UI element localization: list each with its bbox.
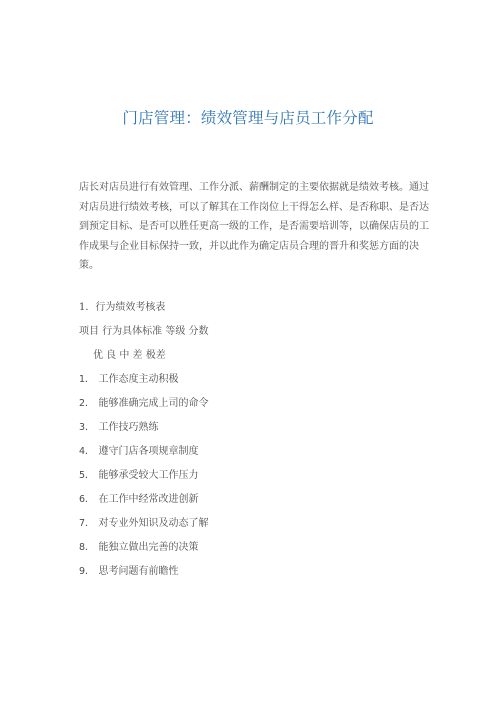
list-item-text: 能独立做出完善的决策 (98, 542, 199, 553)
list-item (79, 562, 179, 577)
section-heading: 1．行为绩效考核表 (79, 302, 166, 313)
intro-line: 对店员进行绩效考核，可以了解其在工作岗位上干得怎么样、是否称职、是否达 (79, 201, 429, 213)
list-item-text: 工作技巧熟练 (98, 422, 159, 433)
list-item-number: 6． (79, 494, 95, 505)
document-title: 门店管理：绩效管理与店员工作分配 (122, 109, 374, 127)
grade-header-row: 优 良 中 差 极差 (93, 350, 166, 361)
list-item-text: 对专业外知识及动态了解 (98, 518, 209, 529)
list-item (79, 442, 199, 457)
list-item-number: 9． (79, 566, 95, 577)
list-item-text: 思考问题有前瞻性 (98, 566, 179, 577)
list-item (79, 490, 199, 505)
list-item (79, 394, 209, 409)
list-item-number: 4． (79, 446, 95, 457)
list-item (79, 538, 199, 553)
list-item (79, 370, 179, 385)
intro-line: 店长对店员进行有效管理、工作分派、薪酬制定的主要依据就是绩效考核。通过 (79, 182, 429, 193)
list-item-number: 2． (79, 398, 95, 409)
list-item-text: 在工作中经常改进创新 (98, 494, 199, 505)
list-item-number: 1． (79, 374, 95, 385)
list-item-text: 遵守门店各项规章制度 (98, 446, 199, 457)
intro-line: 到预定目标、是否可以胜任更高一级的工作，是否需要培训等，以确保店员的工 (79, 221, 429, 232)
intro-line: 作成果与企业目标保持一致，并以此作为确定店员合理的晋升和奖惩方面的决 (79, 240, 419, 252)
list-item (79, 418, 159, 433)
list-item-number: 3． (79, 422, 95, 433)
list-item-number: 5． (79, 470, 95, 481)
list-item-number: 8． (79, 542, 95, 553)
table-header-row: 项目 行为具体标准 等级 分数 (79, 326, 209, 337)
list-item (79, 514, 209, 529)
list-item-text: 能够承受较大工作压力 (98, 470, 199, 481)
list-item-number: 7． (79, 518, 95, 529)
intro-line: 策。 (79, 260, 99, 271)
list-item-text: 工作态度主动积极 (98, 374, 179, 385)
intro-paragraph (79, 178, 429, 276)
list-item-text: 能够准确完成上司的命令 (98, 398, 209, 409)
list-item (79, 466, 199, 481)
